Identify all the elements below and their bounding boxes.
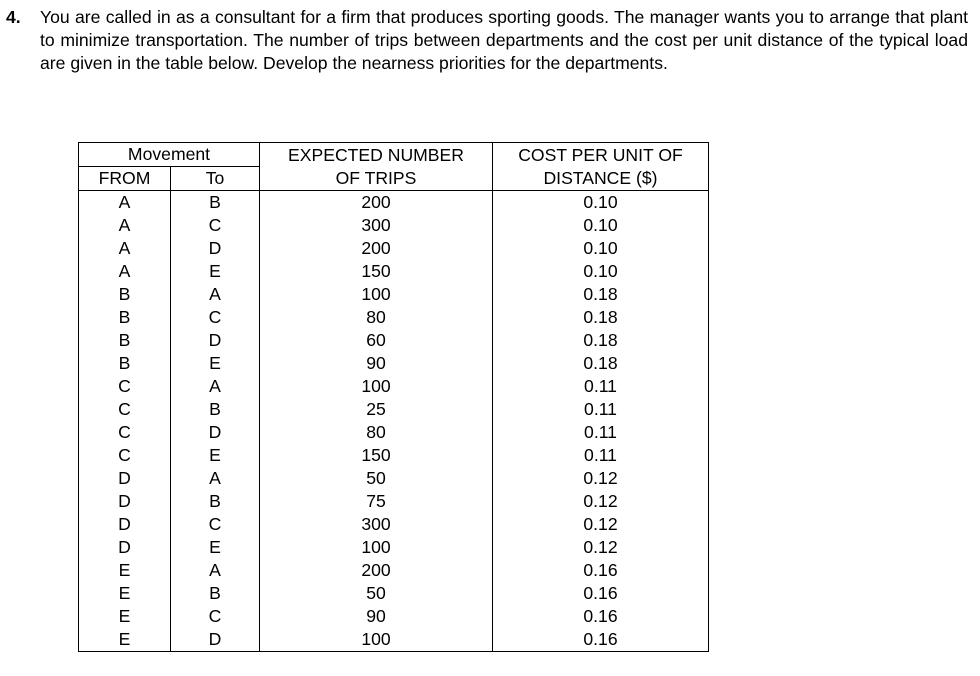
trips-cell: 25 <box>260 398 493 421</box>
cost-header-line1: COST PER UNIT OF <box>518 144 683 165</box>
from-cell: C <box>79 421 171 444</box>
table-row <box>79 490 709 513</box>
problem-statement <box>6 6 968 75</box>
trips-header <box>260 143 493 191</box>
to-cell: A <box>171 559 260 582</box>
from-cell: E <box>79 605 171 628</box>
trips-cell: 150 <box>260 260 493 283</box>
trips-cell: 300 <box>260 214 493 237</box>
trips-cell: 90 <box>260 605 493 628</box>
table-row <box>79 214 709 237</box>
cost-cell: 0.16 <box>493 628 709 652</box>
trips-cell: 60 <box>260 329 493 352</box>
to-cell: E <box>171 260 260 283</box>
cost-cell: 0.10 <box>493 191 709 215</box>
table-row <box>79 352 709 375</box>
cost-cell: 0.10 <box>493 260 709 283</box>
from-cell: B <box>79 329 171 352</box>
table-row <box>79 260 709 283</box>
table-row <box>79 444 709 467</box>
table-row <box>79 237 709 260</box>
from-cell: D <box>79 536 171 559</box>
cost-cell: 0.16 <box>493 605 709 628</box>
from-cell: A <box>79 214 171 237</box>
to-cell: D <box>171 329 260 352</box>
table-row <box>79 513 709 536</box>
from-cell: C <box>79 375 171 398</box>
to-cell: C <box>171 214 260 237</box>
from-cell: B <box>79 352 171 375</box>
to-cell: D <box>171 421 260 444</box>
table-row <box>79 628 709 652</box>
cost-cell: 0.11 <box>493 421 709 444</box>
trips-cell: 50 <box>260 582 493 605</box>
from-cell: C <box>79 398 171 421</box>
cost-header-line2: DISTANCE ($) <box>543 167 658 188</box>
from-cell: A <box>79 237 171 260</box>
cost-cell: 0.12 <box>493 513 709 536</box>
to-cell: C <box>171 513 260 536</box>
table-row <box>79 582 709 605</box>
movement-header: Movement <box>79 143 260 167</box>
trips-cell: 80 <box>260 306 493 329</box>
cost-cell: 0.12 <box>493 467 709 490</box>
to-cell: D <box>171 237 260 260</box>
to-cell: E <box>171 444 260 467</box>
trips-cell: 150 <box>260 444 493 467</box>
from-cell: B <box>79 283 171 306</box>
trips-cost-table <box>78 142 709 652</box>
trips-cell: 200 <box>260 559 493 582</box>
question-text: You are called in as a consultant for a firm that produces sporting goods. The manager wants you to arrange that plant to minimize transportation. The number of trips between departments and the cost per unit distance of the typical load are given in the table below. Develop the nearness priorities for the departments. <box>40 7 968 73</box>
cost-cell: 0.16 <box>493 582 709 605</box>
table-row <box>79 283 709 306</box>
to-cell: A <box>171 375 260 398</box>
cost-cell: 0.11 <box>493 444 709 467</box>
to-cell: A <box>171 467 260 490</box>
cost-cell: 0.18 <box>493 306 709 329</box>
table-row <box>79 375 709 398</box>
to-header: To <box>171 167 260 191</box>
trips-header-line1: EXPECTED NUMBER <box>288 144 464 165</box>
trips-cell: 90 <box>260 352 493 375</box>
table-row <box>79 306 709 329</box>
from-cell: E <box>79 628 171 652</box>
to-cell: B <box>171 398 260 421</box>
from-cell: A <box>79 191 171 215</box>
table-body <box>79 191 709 652</box>
cost-cell: 0.16 <box>493 559 709 582</box>
trips-cell: 100 <box>260 628 493 652</box>
cost-cell: 0.10 <box>493 237 709 260</box>
from-cell: B <box>79 306 171 329</box>
table-row <box>79 605 709 628</box>
trips-cell: 200 <box>260 237 493 260</box>
cost-cell: 0.18 <box>493 283 709 306</box>
trips-cell: 100 <box>260 283 493 306</box>
to-cell: B <box>171 490 260 513</box>
trips-cell: 300 <box>260 513 493 536</box>
from-cell: A <box>79 260 171 283</box>
to-cell: E <box>171 536 260 559</box>
from-cell: E <box>79 582 171 605</box>
table-row <box>79 536 709 559</box>
to-cell: B <box>171 191 260 215</box>
table-row <box>79 467 709 490</box>
question-number: 4. <box>6 7 21 27</box>
cost-cell: 0.18 <box>493 329 709 352</box>
cost-header <box>493 143 709 191</box>
to-cell: E <box>171 352 260 375</box>
from-cell: E <box>79 559 171 582</box>
from-cell: D <box>79 490 171 513</box>
trips-cell: 100 <box>260 375 493 398</box>
from-cell: D <box>79 513 171 536</box>
to-cell: D <box>171 628 260 652</box>
trips-cell: 80 <box>260 421 493 444</box>
to-cell: C <box>171 306 260 329</box>
from-header: FROM <box>79 167 171 191</box>
cost-cell: 0.18 <box>493 352 709 375</box>
table-row <box>79 329 709 352</box>
to-cell: A <box>171 283 260 306</box>
from-cell: D <box>79 467 171 490</box>
cost-cell: 0.11 <box>493 375 709 398</box>
table-row <box>79 191 709 215</box>
trips-cell: 75 <box>260 490 493 513</box>
cost-cell: 0.12 <box>493 490 709 513</box>
from-cell: C <box>79 444 171 467</box>
cost-cell: 0.12 <box>493 536 709 559</box>
table-row <box>79 421 709 444</box>
to-cell: B <box>171 582 260 605</box>
trips-cell: 100 <box>260 536 493 559</box>
table-row <box>79 398 709 421</box>
table-row <box>79 559 709 582</box>
cost-cell: 0.10 <box>493 214 709 237</box>
trips-header-line2: OF TRIPS <box>335 167 417 188</box>
trips-cell: 200 <box>260 191 493 215</box>
cost-cell: 0.11 <box>493 398 709 421</box>
to-cell: C <box>171 605 260 628</box>
trips-cell: 50 <box>260 467 493 490</box>
